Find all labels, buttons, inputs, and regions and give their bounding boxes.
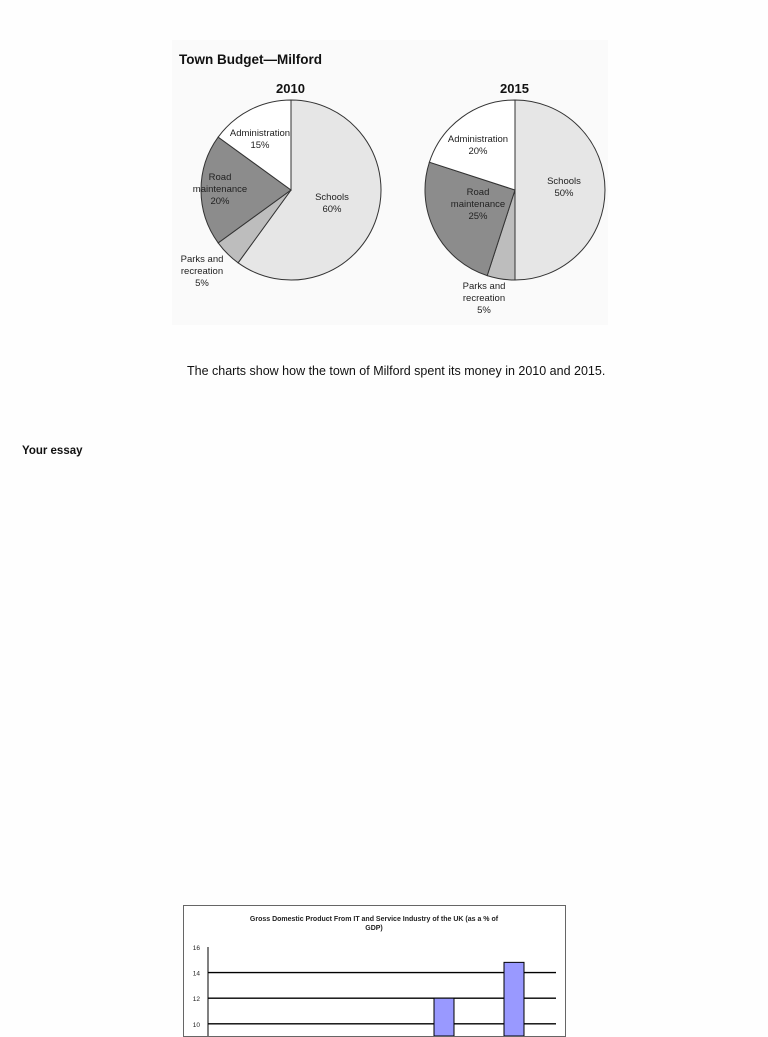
pie-slice-label: Schools 60% bbox=[315, 192, 349, 215]
pie-slice-label: Parks and recreation 5% bbox=[180, 254, 224, 289]
pie-slice-label: Administration 15% bbox=[229, 128, 291, 151]
y-tick-label: 16 bbox=[192, 945, 200, 952]
y-tick-label: 12 bbox=[192, 996, 200, 1004]
pie-title-2015: 2015 bbox=[500, 81, 529, 96]
chart-caption: The charts show how the town of Milford spent its money in 2010 and 2015. bbox=[187, 364, 606, 378]
pie-slice-label: Road maintenance 25% bbox=[450, 187, 506, 222]
essay-label: Your essay bbox=[22, 445, 83, 457]
pie-chart-2010 bbox=[181, 100, 381, 289]
pie-chart-figure bbox=[172, 40, 608, 325]
pie-slice-label: Schools 50% bbox=[547, 176, 581, 199]
pie-slice-label: Parks and recreation 5% bbox=[462, 281, 506, 316]
pie-chart-2015 bbox=[425, 100, 605, 316]
bar bbox=[504, 962, 524, 1036]
pie-charts-svg bbox=[172, 40, 608, 325]
pie-slice-label: Administration 20% bbox=[447, 134, 509, 157]
pie-title-2010: 2010 bbox=[276, 81, 305, 96]
bar-chart-svg bbox=[184, 906, 565, 1036]
bar-chart-figure bbox=[183, 905, 566, 1037]
y-tick-label: 14 bbox=[192, 970, 200, 978]
bar-chart-title: Gross Domestic Product From IT and Service Industry of the UK (as a % of GDP) bbox=[249, 916, 499, 932]
figure-title: Town Budget—Milford bbox=[179, 52, 322, 67]
bar bbox=[434, 998, 454, 1036]
y-tick-label: 10 bbox=[192, 1021, 200, 1029]
pie-slice-label: Road maintenance 20% bbox=[192, 172, 248, 207]
